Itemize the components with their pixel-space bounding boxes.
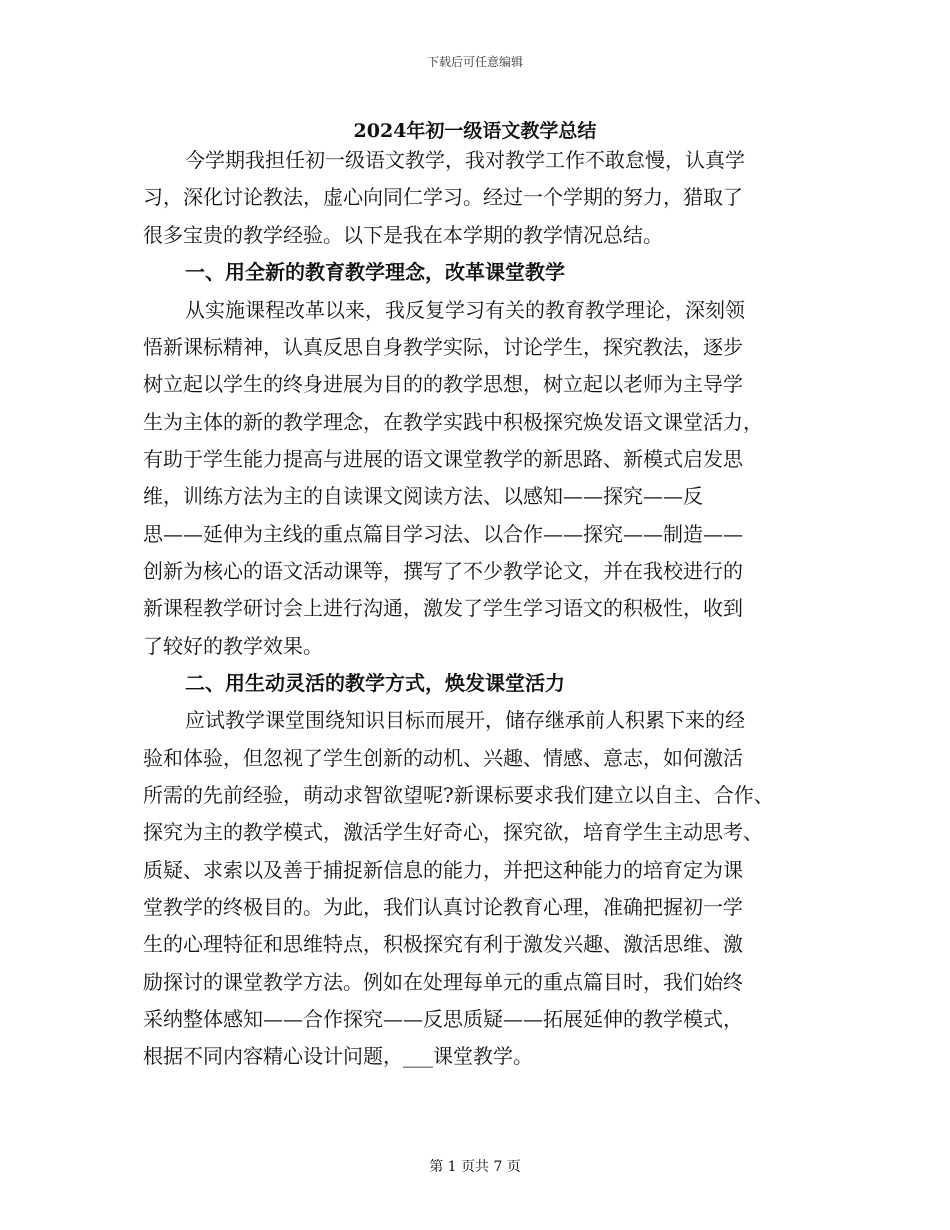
document-title: 2024年初一级语文教学总结: [353, 120, 597, 142]
body-line: 悟新课标精神，认真反思自身教学实际，讨论学生，探究教法，逐步: [143, 335, 743, 359]
body-line: 根据不同内容精心设计问题，___课堂教学。: [143, 1044, 533, 1068]
body-line: 树立起以学生的终身进展为目的的教学思想，树立起以老师为主导学: [143, 372, 743, 396]
header-note: 下载后可任意编辑: [426, 55, 523, 69]
body-line: 验和体验，但忽视了学生创新的动机、兴趣、情感、意志，如何激活: [143, 746, 743, 770]
body-line: 应试教学课堂围绕知识目标而展开，储存继承前人积累下来的经: [185, 708, 745, 732]
body-line: 采纳整体感知——合作探究——反思质疑——拓展延伸的教学模式，: [143, 1007, 743, 1031]
body-line: 很多宝贵的教学经验。以下是我在本学期的教学情况总结。: [143, 223, 663, 247]
body-line: 习，深化讨论教法，虚心向同仁学习。经过一个学期的努力，猎取了: [143, 185, 743, 209]
body-line: 有助于学生能力提高与进展的语文课堂教学的新思路、新模式启发思: [143, 447, 743, 471]
body-line: 生的心理特征和思维特点，积极探究有利于激发兴趣、激活思维、激: [143, 932, 743, 956]
body-line: 维，训练方法为主的自读课文阅读方法、以感知——探究——反: [143, 484, 703, 508]
body-line: 堂教学的终极目的。为此，我们认真讨论教育心理，准确把握初一学: [143, 895, 743, 919]
body-line: 新课程教学研讨会上进行沟通，激发了学生学习语文的积极性，收到: [143, 596, 743, 620]
body-line: 今学期我担任初一级语文教学，我对教学工作不敢怠慢，认真学: [185, 148, 745, 172]
body-line: 探究为主的教学模式，激活学生好奇心，探究欲，培育学生主动思考、: [143, 820, 763, 844]
body-line: 了较好的教学效果。: [143, 634, 323, 658]
page-footer: 第 1 页共 7 页: [429, 1159, 521, 1175]
section-heading: 二、用生动灵活的教学方式，焕发课堂活力: [185, 671, 565, 695]
body-line: 创新为核心的语文活动课等，撰写了不少教学论文，并在我校进行的: [143, 559, 743, 583]
section-heading: 一、用全新的教育教学理念，改革课堂教学: [185, 260, 565, 284]
body-line: 所需的先前经验，萌动求智欲望呢?新课标要求我们建立以自主、合作、: [143, 783, 774, 807]
body-line: 思——延伸为主线的重点篇目学习法、以合作——探究——制造——: [143, 522, 743, 546]
body-line: 励探讨的课堂教学方法。例如在处理每单元的重点篇目时，我们始终: [143, 970, 743, 994]
body-line: 质疑、求索以及善于捕捉新信息的能力，并把这种能力的培育定为课: [143, 858, 743, 882]
body-line: 从实施课程改革以来，我反复学习有关的教育教学理论，深刻领: [185, 298, 745, 322]
body-line: 生为主体的新的教学理念，在教学实践中积极探究焕发语文课堂活力，: [143, 410, 763, 434]
